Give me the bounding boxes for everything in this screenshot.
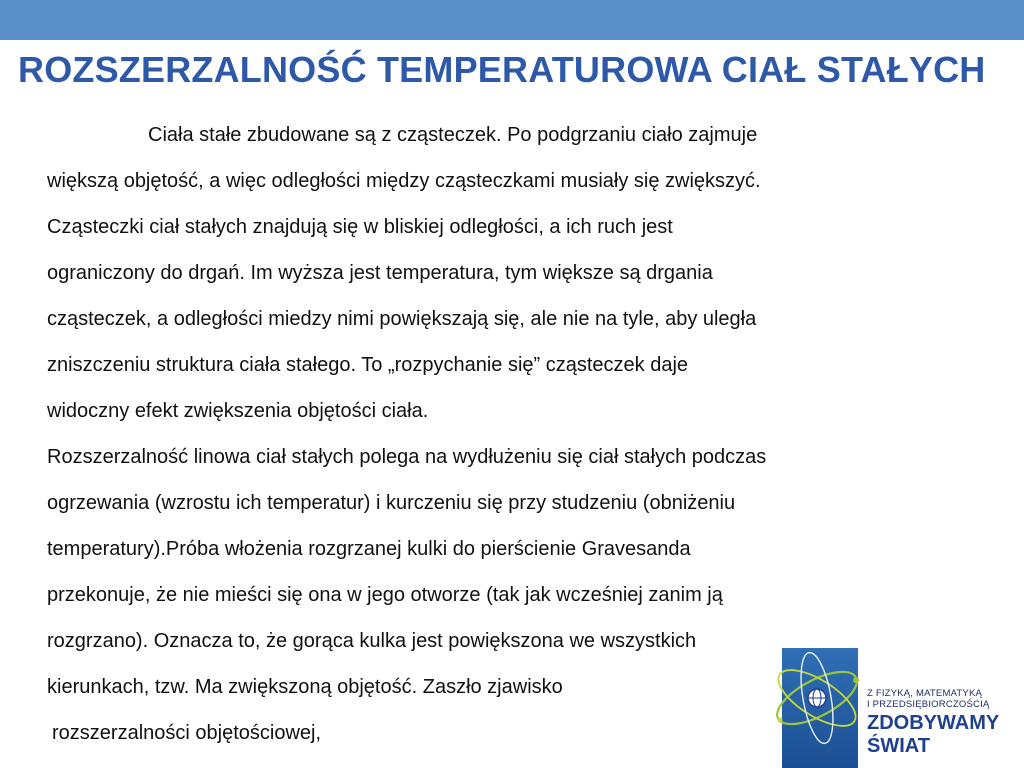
body-line: Ciała stałe zbudowane są z cząsteczek. Po podgrzaniu ciało zajmuje [148,124,758,146]
logo-tagline-line-2: I PRZEDSIĘBIORCZOŚCIĄ [867,699,990,710]
body-line: rozszerzalności objętościowej, [52,722,322,744]
slide-title: ROZSZERZALNOŚĆ TEMPERATUROWA CIAŁ STAŁYCH [18,49,986,90]
body-line: temperatury).Próba włożenia rozgrzanej kulki do pierścienie Gravesanda [47,538,691,560]
body-line: kierunkach, tzw. Ma zwiększoną objętość. Zaszło zjawisko [47,676,563,698]
body-line: cząsteczek, a odległości miedzy nimi powiększają się, ale nie na tyle, aby uległa [47,308,757,330]
body-line: Cząsteczki ciał stałych znajdują się w bliskiej odległości, a ich ruch jest [47,216,673,238]
body-line: przekonuje, że nie mieści się ona w jego otworze (tak jak wcześniej zanim ją [47,584,723,606]
logo-title-line-1: ZDOBYWAMY [867,712,1000,734]
logo-title-line-2: ŚWIAT [867,735,930,757]
body-line: ogrzewania (wzrostu ich temperatur) i kurczeniu się przy studzeniu (obniżeniu [47,492,736,514]
top-bar [0,0,1024,40]
logo-text [867,688,1024,758]
body-line: widoczny efekt zwiększenia objętości ciała. [47,400,429,422]
body-line: Rozszerzalność linowa ciał stałych polega na wydłużeniu się ciał stałych podczas [47,446,767,468]
body-line: rozgrzano). Oznacza to, że gorąca kulka jest powiększona we wszystkich [47,630,697,652]
body-line: ograniczony do drgań. Im wyższa jest temperatura, tym większe są drgania [47,262,713,284]
project-logo [772,628,1024,768]
logo-tagline-line-1: Z FIZYKĄ, MATEMATYKĄ [867,688,983,699]
body-line: zniszczeniu struktura ciała stałego. To „rozpychanie się” cząsteczek daje [47,354,689,376]
body-line: większą objętość, a więc odległości między cząsteczkami musiały się zwiększyć. [47,170,761,192]
